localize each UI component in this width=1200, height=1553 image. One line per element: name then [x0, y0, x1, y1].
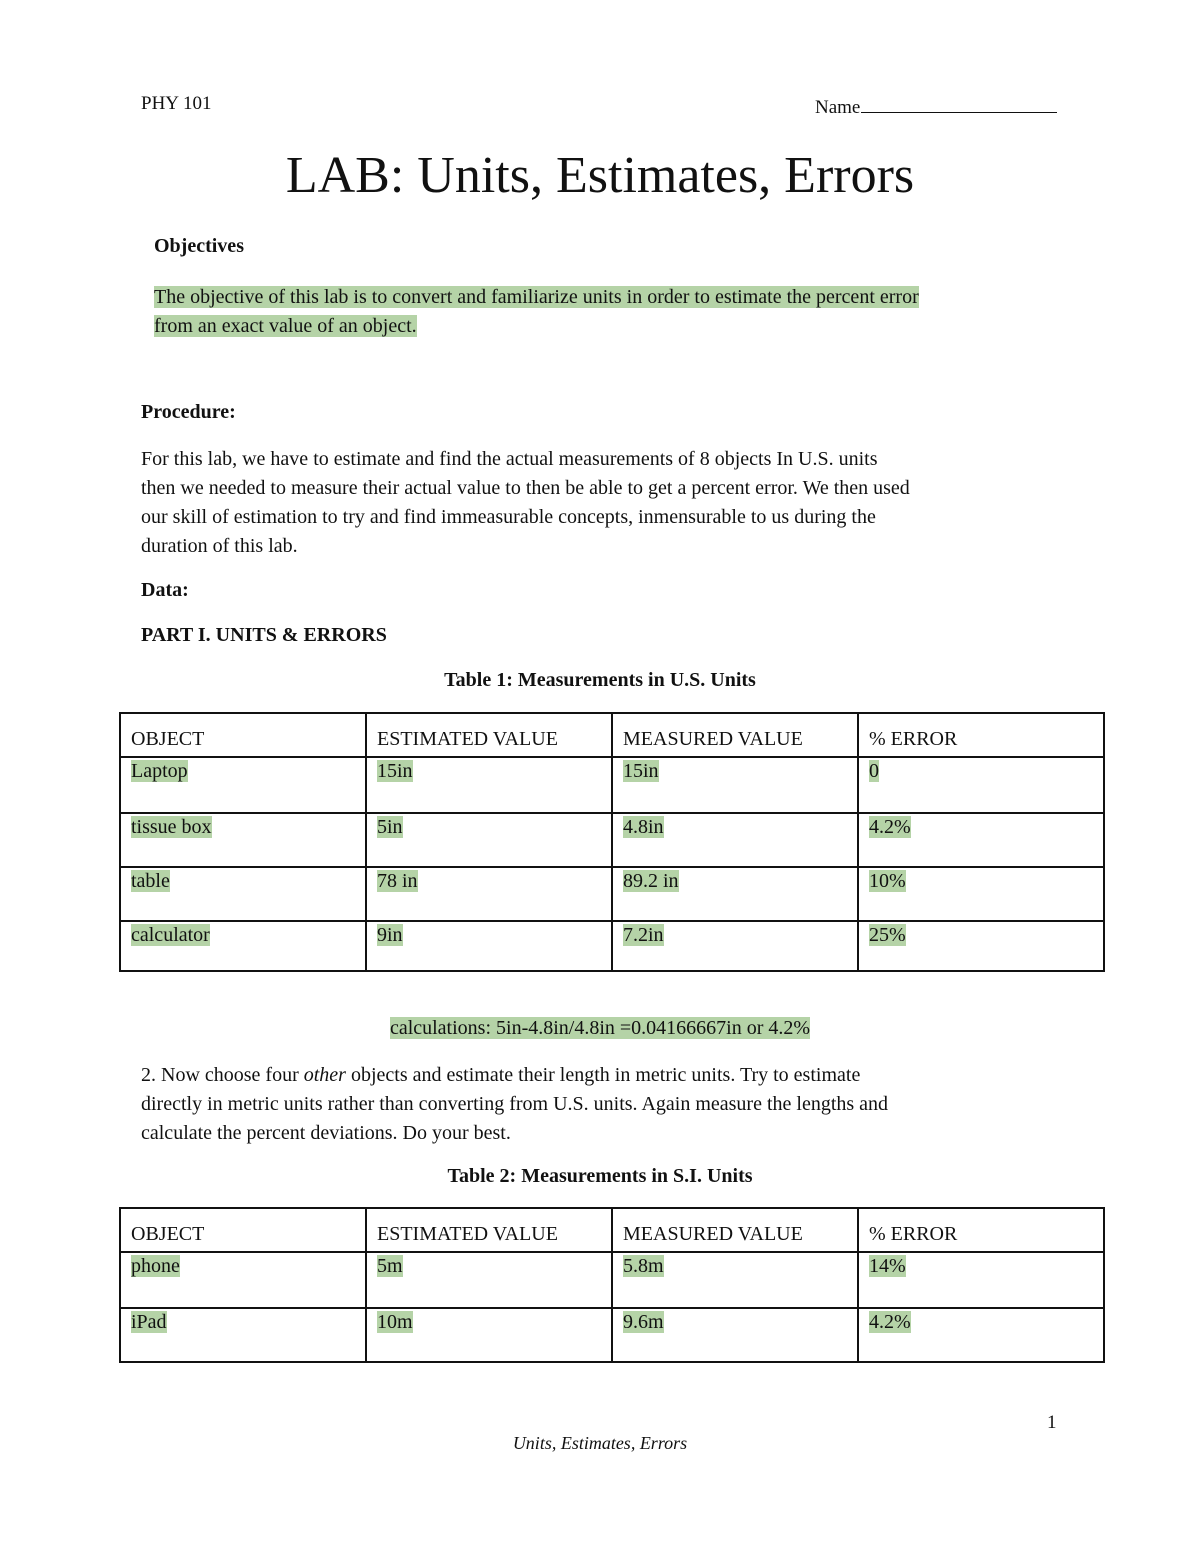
cell-value: 4.2% — [869, 1311, 911, 1333]
name-blank-line[interactable] — [861, 93, 1057, 113]
cell-value: Laptop — [131, 760, 188, 782]
table1 — [119, 712, 1105, 972]
page-title: LAB: Units, Estimates, Errors — [285, 147, 915, 204]
table2-cell — [858, 1252, 1104, 1308]
cell-value: 4.2% — [869, 816, 911, 838]
cell-value: 5in — [377, 816, 403, 838]
cell-value: calculator — [131, 924, 210, 946]
table2-cell — [612, 1308, 858, 1362]
part2-line-2: directly in metric units rather than converting from U.S. units. Again measure the lengths and — [141, 1093, 889, 1115]
cell-value: 14% — [869, 1255, 906, 1277]
table1-cell — [858, 813, 1104, 867]
table1-caption: Table 1: Measurements in U.S. Units — [444, 669, 756, 691]
table1-cell — [612, 921, 858, 971]
table2 — [119, 1207, 1105, 1363]
cell-value: 5.8m — [623, 1255, 664, 1277]
part2-line-3: calculate the percent deviations. Do your best. — [141, 1122, 511, 1144]
calculations-line — [0, 1014, 1200, 1043]
table-row — [120, 867, 1104, 921]
running-footer: Units, Estimates, Errors — [512, 1433, 688, 1453]
objectives-text — [154, 283, 919, 341]
calculations-text: calculations: 5in-4.8in/4.8in =0.04166667in or 4.2% — [389, 1017, 811, 1039]
cell-value: 89.2 in — [623, 870, 679, 892]
cell-value: 7.2in — [623, 924, 664, 946]
cell-value: 78 in — [377, 870, 418, 892]
table1-cell — [366, 813, 612, 867]
part2-instructions — [141, 1061, 888, 1148]
table1-cell — [366, 921, 612, 971]
procedure-line-3: our skill of estimation to try and find immeasurable concepts, inmensurable to us during the — [141, 506, 876, 528]
procedure-text — [141, 445, 910, 561]
cell-value: 0 — [869, 760, 879, 782]
table1-header-cell: OBJECT — [120, 713, 366, 757]
cell-value: 15in — [377, 760, 413, 782]
objectives-line-1: The objective of this lab is to convert and familiarize units in order to estimate the percent error — [154, 286, 919, 308]
part1-heading: PART I. UNITS & ERRORS — [141, 624, 387, 646]
cell-value: 9in — [377, 924, 403, 946]
table2-header-cell: ESTIMATED VALUE — [366, 1208, 612, 1252]
table1-cell — [858, 867, 1104, 921]
objectives-heading: Objectives — [154, 235, 244, 257]
table1-cell — [612, 813, 858, 867]
table1-cell — [120, 867, 366, 921]
objectives-line-2: from an exact value of an object. — [154, 315, 417, 337]
procedure-line-1: For this lab, we have to estimate and find the actual measurements of 8 objects In U.S. units — [141, 448, 878, 470]
part2-line-1-post: objects and estimate their length in metric units. Try to estimate — [345, 1064, 861, 1086]
table-row — [120, 757, 1104, 813]
name-field — [815, 93, 1057, 119]
table1-header-cell: MEASURED VALUE — [612, 713, 858, 757]
table2-cell — [120, 1252, 366, 1308]
cell-value: iPad — [131, 1311, 167, 1333]
page-number: 1 — [1047, 1412, 1057, 1433]
table1-header-row — [120, 713, 1104, 757]
course-code: PHY 101 — [141, 93, 212, 114]
part2-line-1-pre: 2. Now choose four — [141, 1064, 304, 1086]
table-row — [120, 813, 1104, 867]
cell-value: tissue box — [131, 816, 212, 838]
procedure-heading: Procedure: — [141, 401, 236, 423]
part2-line-1-emphasis: other — [303, 1064, 346, 1086]
table1-cell — [120, 757, 366, 813]
data-heading: Data: — [141, 579, 189, 601]
table1-cell — [120, 813, 366, 867]
procedure-line-4: duration of this lab. — [141, 535, 298, 557]
table2-cell — [858, 1308, 1104, 1362]
procedure-line-2: then we needed to measure their actual value to then be able to get a percent error. We then used — [141, 477, 910, 499]
table2-cell — [366, 1308, 612, 1362]
name-label: Name — [815, 97, 861, 118]
table1-cell — [120, 921, 366, 971]
table2-header-cell: % ERROR — [858, 1208, 1104, 1252]
table-row — [120, 1308, 1104, 1362]
cell-value: table — [131, 870, 170, 892]
cell-value: 10% — [869, 870, 906, 892]
cell-value: 15in — [623, 760, 659, 782]
cell-value: 25% — [869, 924, 906, 946]
table1-header-cell: % ERROR — [858, 713, 1104, 757]
table1-header-cell: ESTIMATED VALUE — [366, 713, 612, 757]
table2-cell — [366, 1252, 612, 1308]
table-row — [120, 1252, 1104, 1308]
table-row — [120, 921, 1104, 971]
cell-value: phone — [131, 1255, 180, 1277]
cell-value: 5m — [377, 1255, 403, 1277]
table1-cell — [366, 757, 612, 813]
table2-header-cell: MEASURED VALUE — [612, 1208, 858, 1252]
table2-header-row — [120, 1208, 1104, 1252]
cell-value: 10m — [377, 1311, 413, 1333]
table2-caption: Table 2: Measurements in S.I. Units — [447, 1165, 753, 1187]
table1-cell — [858, 757, 1104, 813]
table1-cell — [612, 757, 858, 813]
table2-cell — [612, 1252, 858, 1308]
table2-header-cell: OBJECT — [120, 1208, 366, 1252]
table1-cell — [366, 867, 612, 921]
table1-cell — [612, 867, 858, 921]
cell-value: 9.6m — [623, 1311, 664, 1333]
cell-value: 4.8in — [623, 816, 664, 838]
table1-cell — [858, 921, 1104, 971]
table2-cell — [120, 1308, 366, 1362]
